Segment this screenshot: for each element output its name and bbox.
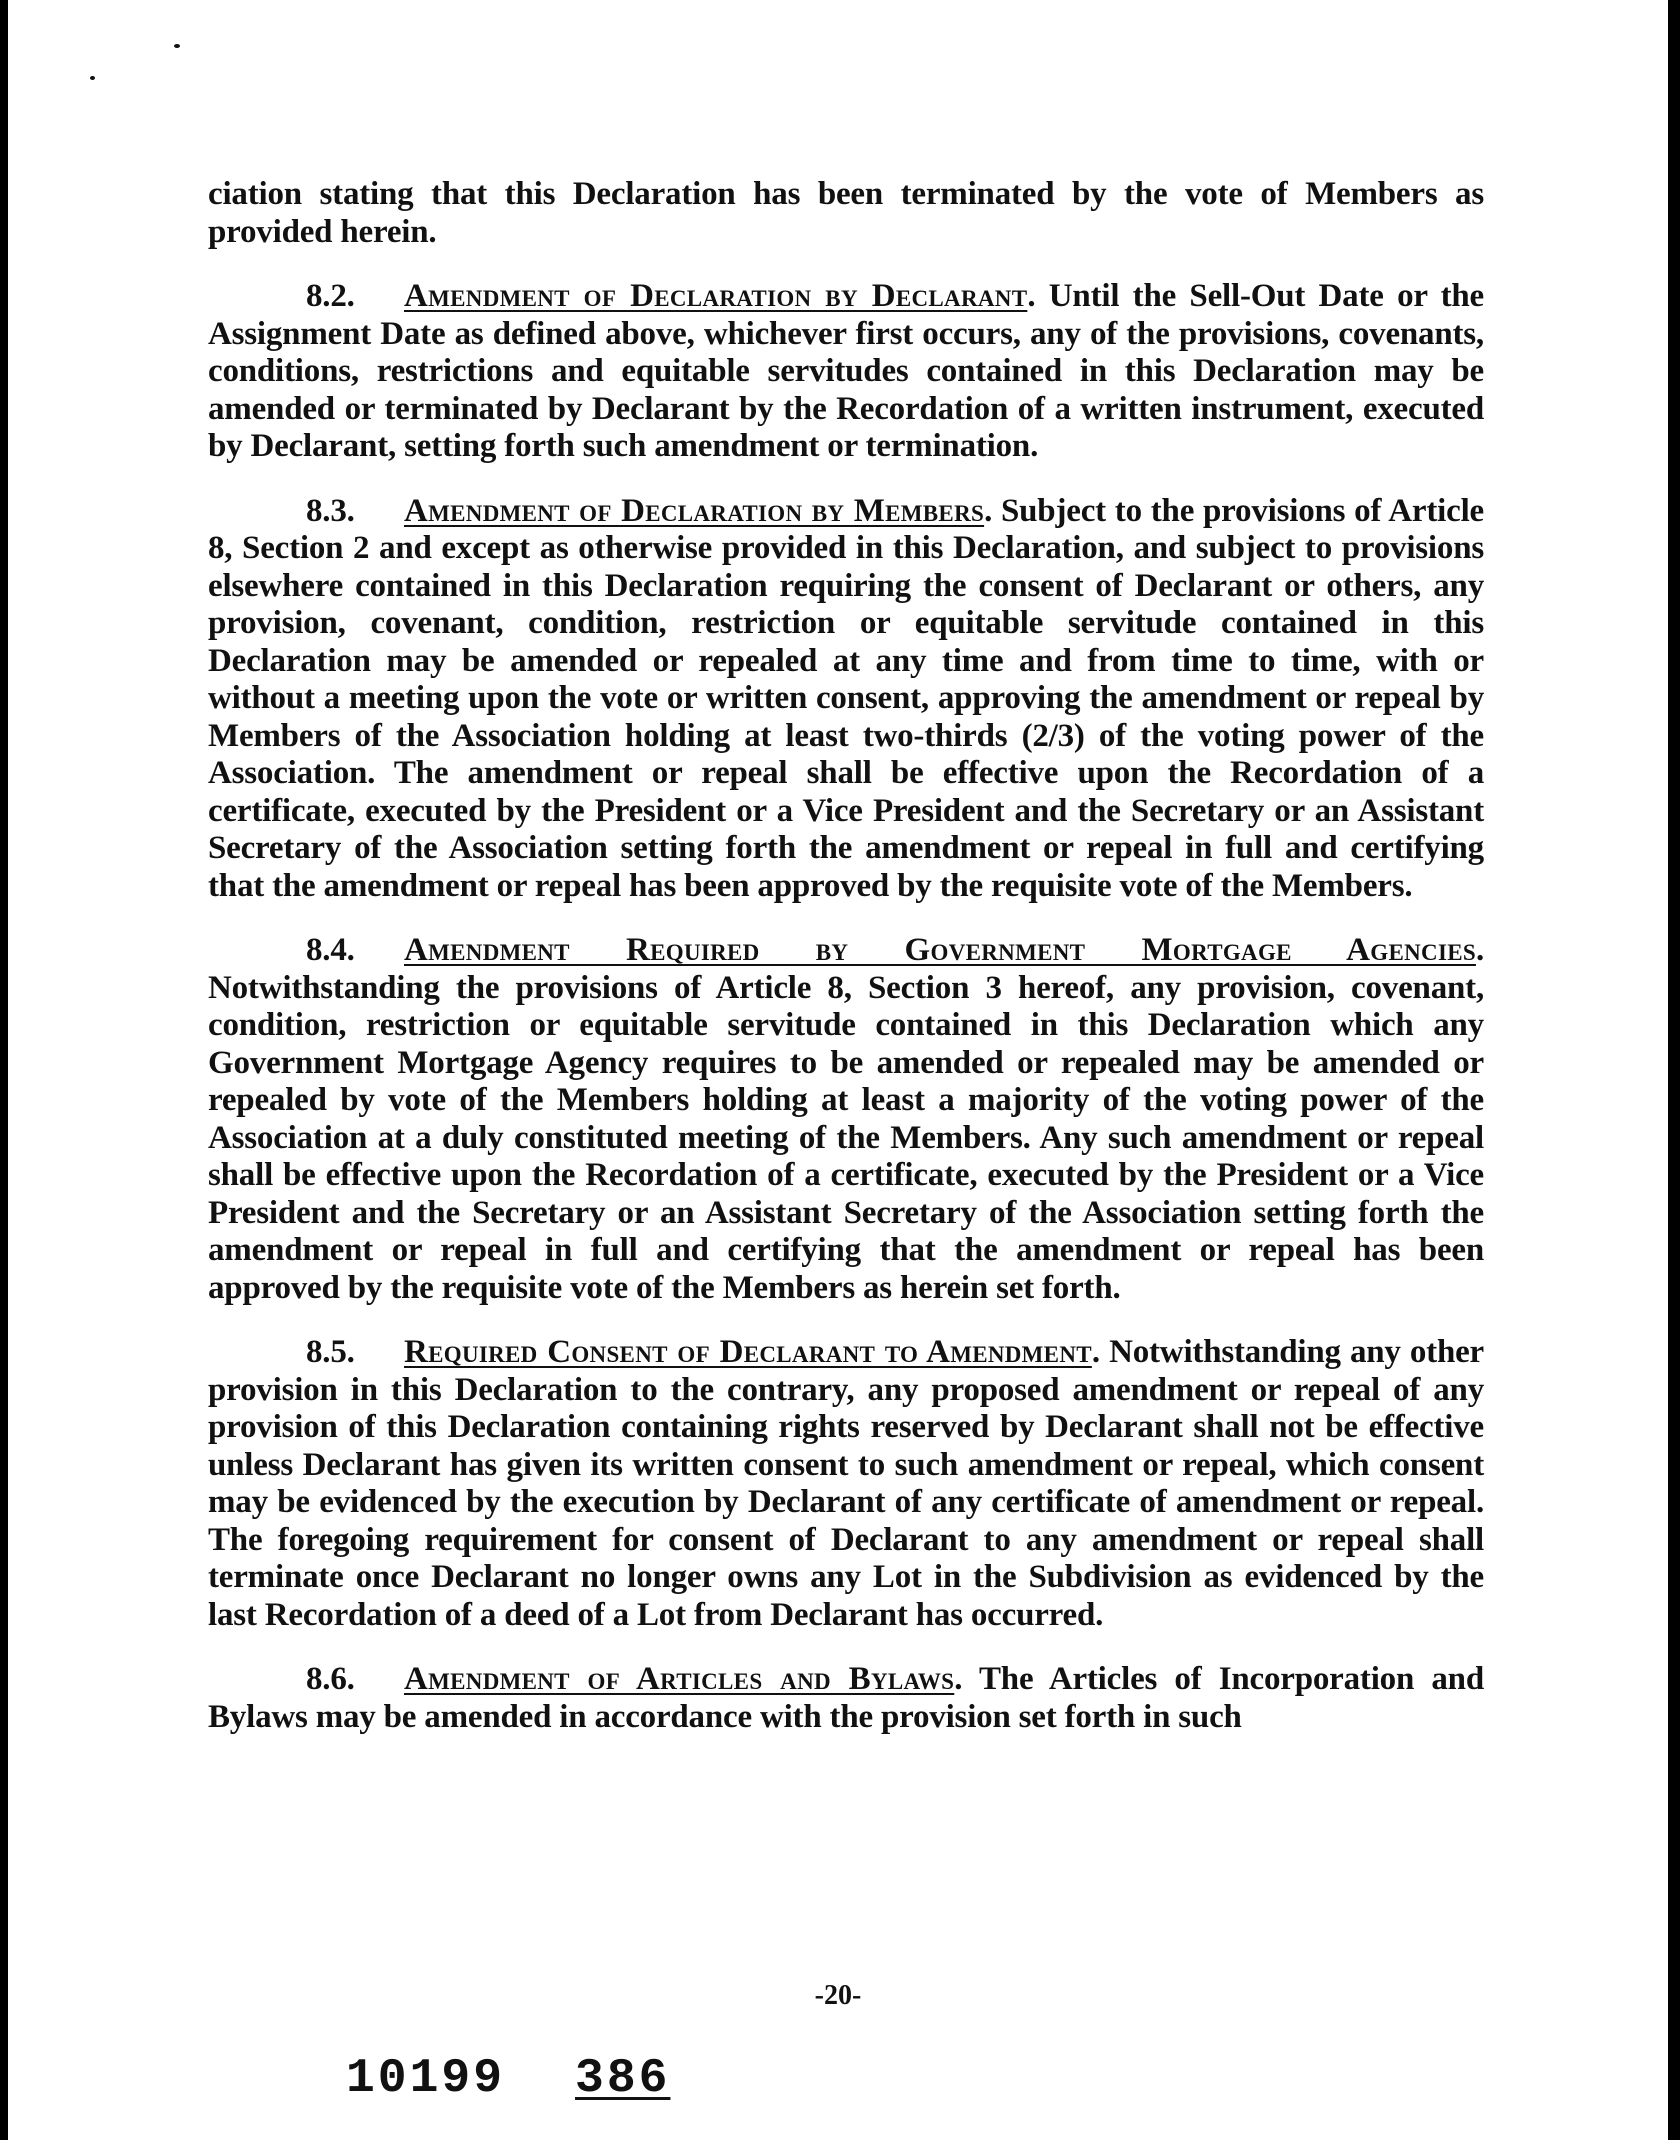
section-heading: Required Consent of Declarant to Amendment: [404, 1334, 1092, 1370]
scan-speck: [174, 44, 180, 48]
section-body: Notwithstanding any other provision in this Declaration to the contrary, any proposed amendment or repeal of any provision of this Declaration containing rights reserved by Declarant shall not be effective unless Declarant has given its written consent to such amendment or repeal, which consent may be evidenced by the execution by Declarant of any certificate of amendment or repeal. The foregoing requirement for consent of Declarant to any amendment or repeal shall terminate once Declarant no longer owns any Lot in the Subdivision as evidenced by the last Recordation of a deed of a Lot from Declarant has occurred.: [208, 1334, 1484, 1633]
section-8-2: 8.2. Amendment of Declaration by Declarant. Until the Sell-Out Date or the Assignment Date as defined above, whichever first occurs, any of the provisions, covenants, conditions, restrictions and equitable servitudes contained in this Declaration may be amended or terminated by Declarant by the Recordation of a written instrument, executed by Declarant, setting forth such amendment or termination.: [208, 278, 1485, 464]
section-8-4: 8.4. Amendment Required by Government Mortgage Agencies. Notwithstanding the provisions of Article 8, Section 3 hereof, any provision, covenant, condition, restriction or equitable servitude contained in this Declaration which any Government Mortgage Agency requires to be amended or repealed may be amended or repealed by vote of the Members holding at least a majority of the voting power of the Association at a duly constituted meeting of the Members. Any such amendment or repeal shall be effective upon the Recordation of a certificate, executed by the President or a Vice President and the Secretary or an Assistant Secretary of the Association setting forth the amendment or repeal in full and certifying that the amendment or repeal has been approved by the requisite vote of the Members as herein set forth.: [208, 932, 1484, 1306]
section-heading: Amendment of Declaration by Members: [404, 492, 985, 529]
section-number: 8.5.: [306, 1334, 355, 1370]
section-number: 8.3.: [306, 492, 355, 529]
section-body: Subject to the provisions of Article 8, Section 2 and except as otherwise provided in this Declaration, and subject to provisions elsewhere contained in this Declaration requiring the consent of Declarant or others, any provision, covenant, condition, restriction or equitable servitude contained in this Declaration may be amended or repealed at any time and from time to time, with or without a meeting upon the vote or written consent, approving the amendment or repeal by Members of the Association holding at least two-thirds (2/3) of the voting power of the Association. The amendment or repeal shall be effective upon the Recordation of a certificate, executed by the President or a Vice President and the Secretary or an Assistant Secretary of the Association setting forth the amendment or repeal in full and certifying that the amendment or repeal has been approved by the requisite vote of the Members.: [208, 492, 1484, 904]
section-heading: Amendment of Declaration by Declarant: [404, 278, 1028, 314]
section-8-6: 8.6. Amendment of Articles and Bylaws. The Articles of Incorporation and Bylaws may be amended in accordance with the provision set forth in such: [208, 1661, 1484, 1735]
section-8-3: 8.3. Amendment of Declaration by Members. Subject to the provisions of Article 8, Section 2 and except as otherwise provided in this Declaration, and subject to provisions elsewhere contained in this Declaration requiring the consent of Declarant or others, any provision, covenant, condition, restriction or equitable servitude contained in this Declaration may be amended or repealed at any time and from time to time, with or without a meeting upon the vote or written consent, approving the amendment or repeal by Members of the Association holding at least two-thirds (2/3) of the voting power of the Association. The amendment or repeal shall be effective upon the Recordation of a certificate, executed by the President or a Vice President and the Secretary or an Assistant Secretary of the Association setting forth the amendment or repeal in full and certifying that the amendment or repeal has been approved by the requisite vote of the Members.: [208, 492, 1484, 904]
document-page: [8, 0, 1668, 2140]
section-number: 8.2.: [306, 278, 355, 314]
recording-number: 10199: [346, 2052, 506, 2106]
section-heading: Amendment Required by Government Mortgage Agencies: [404, 932, 1476, 968]
recording-page: 386: [575, 2052, 671, 2106]
section-heading: Amendment of Articles and Bylaws: [404, 1661, 955, 1697]
section-body: Until the Sell-Out Date or the Assignment Date as defined above, whichever first occurs, any of the provisions, covenants, conditions, restrictions and equitable servitudes contained in this Declaration may be amended or terminated by Declarant by the Recordation of a written instrument, executed by Declarant, setting forth such amendment or termination.: [208, 278, 1485, 464]
section-body: The Articles of Incorporation and Bylaws may be amended in accordance with the provision set forth in such: [208, 1661, 1484, 1735]
scan-speck: [90, 76, 95, 80]
section-body: Notwithstanding the provisions of Article 8, Section 3 hereof, any provision, covenant, condition, restriction or equitable servitude contained in this Declaration which any Government Mortgage Agency requires to be amended or repealed may be amended or repealed by vote of the Members holding at least a majority of the voting power of the Association at a duly constituted meeting of the Members. Any such amendment or repeal shall be effective upon the Recordation of a certificate, executed by the President or a Vice President and the Secretary or an Assistant Secretary of the Association setting forth the amendment or repeal in full and certifying that the amendment or repeal has been approved by the requisite vote of the Members as herein set forth.: [208, 969, 1484, 1306]
page-number: -20-: [814, 1980, 862, 2011]
section-number: 8.6.: [306, 1661, 355, 1697]
section-8-5: 8.5. Required Consent of Declarant to Amendment. Notwithstanding any other provision in this Declaration to the contrary, any proposed amendment or repeal of any provision of this Declaration containing rights reserved by Declarant shall not be effective unless Declarant has given its written consent to such amendment or repeal, which consent may be evidenced by the execution by Declarant of any certificate of amendment or repeal. The foregoing requirement for consent of Declarant to any amendment or repeal shall terminate once Declarant no longer owns any Lot in the Subdivision as evidenced by the last Recordation of a deed of a Lot from Declarant has occurred.: [208, 1334, 1484, 1633]
document-body: [208, 176, 1484, 1763]
recording-reference: [346, 2052, 670, 2106]
section-number: 8.4.: [306, 932, 355, 968]
continuation-paragraph: ciation stating that this Declaration has been terminated by the vote of Members as provided herein.: [208, 176, 1484, 250]
